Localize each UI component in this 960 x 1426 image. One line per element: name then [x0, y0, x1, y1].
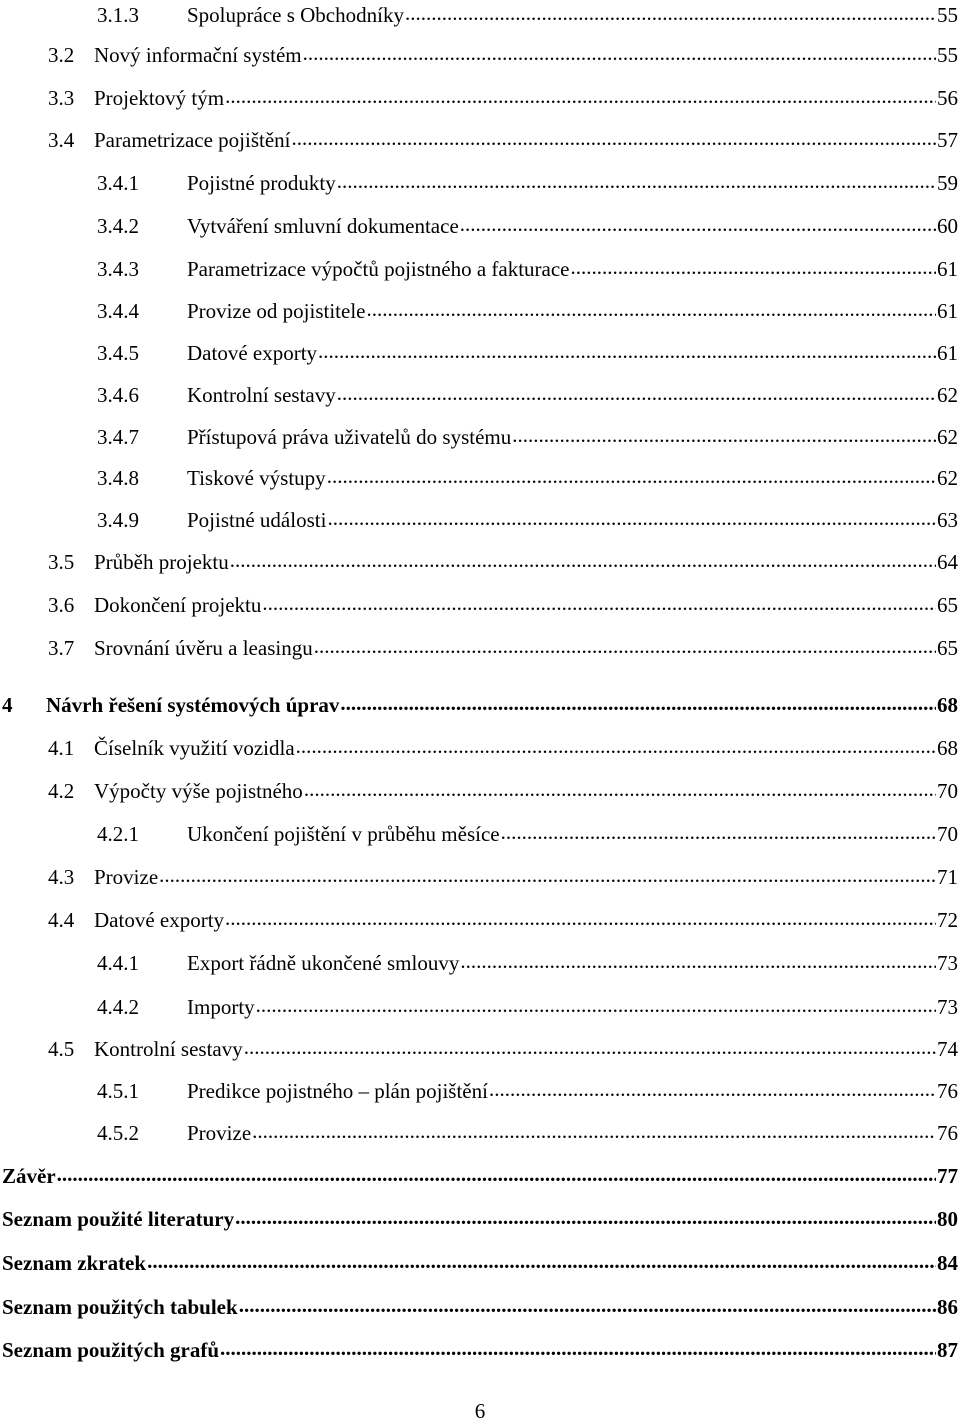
toc-entry-title: Export řádně ukončené smlouvy — [187, 951, 460, 975]
toc-dot-leader — [147, 1246, 936, 1276]
toc-dot-leader — [235, 1202, 936, 1232]
toc-entry[interactable] — [2, 1161, 958, 1191]
toc-entry-title: Seznam použitých tabulek — [2, 1295, 238, 1319]
toc-entry-page: 65 — [937, 636, 958, 660]
toc-entry-page: 55 — [937, 3, 958, 27]
toc-dot-leader — [296, 731, 936, 761]
toc-entry[interactable] — [97, 1076, 958, 1106]
toc-entry-number: 3.2 — [48, 43, 75, 67]
toc-entry-page: 56 — [937, 86, 958, 110]
toc-entry-title: Projektový tým — [94, 86, 225, 110]
toc-entry[interactable] — [2, 1335, 958, 1365]
toc-entry-page: 62 — [937, 383, 958, 407]
toc-entry-title: Závěr — [2, 1164, 56, 1188]
toc-entry[interactable] — [2, 1204, 958, 1234]
toc-entry-page: 76 — [937, 1121, 958, 1145]
toc-entry-number: 4.4.2 — [97, 995, 139, 1019]
toc-entry-number: 3.4.7 — [97, 425, 139, 449]
toc-entry-page: 65 — [937, 593, 958, 617]
toc-dot-leader — [303, 38, 936, 68]
toc-entry-page: 68 — [937, 736, 958, 760]
toc-entry-number: 4.4 — [48, 908, 75, 932]
toc-dot-leader — [220, 1333, 936, 1363]
toc-dot-leader — [239, 1290, 936, 1320]
toc-entry[interactable] — [97, 380, 958, 410]
toc-entry-page: 62 — [937, 425, 958, 449]
toc-entry-page: 80 — [937, 1207, 958, 1231]
toc-dot-leader — [230, 545, 936, 575]
toc-dot-leader — [225, 903, 936, 933]
toc-entry-page: 55 — [937, 43, 958, 67]
toc-entry-title: Kontrolní sestavy — [187, 383, 336, 407]
toc-entry-page: 57 — [937, 128, 958, 152]
toc-entry-number: 4.2.1 — [97, 822, 139, 846]
toc-entry-number: 4.5.2 — [97, 1121, 139, 1145]
toc-entry-title: Vytváření smluvní dokumentace — [187, 214, 459, 238]
toc-entry-title: Seznam použitých grafů — [2, 1338, 219, 1362]
toc-entry-title: Datové exporty — [94, 908, 225, 932]
toc-dot-leader — [159, 860, 936, 890]
toc-entry-title: Přístupová práva uživatelů do systému — [187, 425, 512, 449]
toc-entry[interactable] — [97, 0, 958, 30]
toc-entry[interactable] — [48, 776, 958, 806]
toc-entry[interactable] — [97, 168, 958, 198]
toc-entry-title: Nový informační systém — [94, 43, 302, 67]
toc-entry[interactable] — [97, 296, 958, 326]
toc-dot-leader — [460, 946, 936, 976]
toc-entry[interactable] — [2, 1292, 958, 1322]
toc-entry-page: 87 — [937, 1338, 958, 1362]
toc-entry[interactable] — [97, 254, 958, 284]
toc-entry-number: 3.4.4 — [97, 299, 139, 323]
toc-entry-title: Průběh projektu — [94, 550, 229, 574]
toc-entry[interactable] — [48, 733, 958, 763]
toc-dot-leader — [304, 774, 936, 804]
toc-dot-leader — [366, 294, 936, 324]
toc-entry-number: 3.7 — [48, 636, 75, 660]
toc-dot-leader — [244, 1032, 936, 1062]
toc-entry-number: 3.4.8 — [97, 466, 139, 490]
toc-entry[interactable] — [2, 1248, 958, 1278]
toc-entry-page: 72 — [937, 908, 958, 932]
toc-entry-number: 4 — [2, 693, 13, 717]
toc-entry[interactable] — [48, 862, 958, 892]
toc-entry[interactable] — [97, 819, 958, 849]
toc-entry[interactable] — [48, 633, 958, 663]
toc-entry-title: Spolupráce s Obchodníky — [187, 3, 404, 27]
toc-entry-title: Číselník využití vozidla — [94, 736, 295, 760]
toc-entry-number: 3.3 — [48, 86, 75, 110]
toc-entry-page: 84 — [937, 1251, 958, 1275]
toc-dot-leader — [337, 378, 936, 408]
toc-entry-page: 76 — [937, 1079, 958, 1103]
toc-entry[interactable] — [48, 40, 958, 70]
toc-entry-page: 61 — [937, 257, 958, 281]
toc-entry-number: 4.5.1 — [97, 1079, 139, 1103]
toc-entry-page: 77 — [937, 1164, 958, 1188]
toc-entry[interactable] — [48, 590, 958, 620]
toc-entry-title: Pojistné události — [187, 508, 327, 532]
toc-entry-page: 61 — [937, 299, 958, 323]
toc-entry-title: Srovnání úvěru a leasingu — [94, 636, 313, 660]
toc-dot-leader — [256, 990, 936, 1020]
toc-entry-title: Dokončení projektu — [94, 593, 262, 617]
toc-dot-leader — [225, 81, 936, 111]
toc-entry[interactable] — [48, 905, 958, 935]
toc-entry-title: Datové exporty — [187, 341, 318, 365]
toc-entry-page: 70 — [937, 822, 958, 846]
toc-entry-number: 3.4.9 — [97, 508, 139, 532]
toc-dot-leader — [318, 336, 936, 366]
toc-entry[interactable] — [97, 948, 958, 978]
toc-dot-leader — [337, 166, 936, 196]
toc-entry[interactable] — [48, 1034, 958, 1064]
toc-entry-number: 4.3 — [48, 865, 75, 889]
toc-entry[interactable] — [2, 690, 958, 720]
toc-entry-number: 3.5 — [48, 550, 75, 574]
toc-entry-title: Provize — [187, 1121, 252, 1145]
toc-entry-page: 68 — [937, 693, 958, 717]
toc-dot-leader — [262, 588, 936, 618]
toc-entry-title: Predikce pojistného – plán pojištění — [187, 1079, 488, 1103]
toc-entry[interactable] — [97, 211, 958, 241]
toc-entry[interactable] — [48, 83, 958, 113]
toc-entry-page: 63 — [937, 508, 958, 532]
toc-entry[interactable] — [97, 422, 958, 452]
toc-entry-title: Návrh řešení systémových úprav — [46, 693, 340, 717]
toc-entry-page: 86 — [937, 1295, 958, 1319]
toc-entry-page: 71 — [937, 865, 958, 889]
toc-entry-title: Kontrolní sestavy — [94, 1037, 243, 1061]
toc-entry[interactable] — [97, 505, 958, 535]
toc-entry-title: Seznam použité literatury — [2, 1207, 235, 1231]
toc-dot-leader — [57, 1159, 936, 1189]
toc-entry-number: 4.5 — [48, 1037, 75, 1061]
toc-dot-leader — [571, 252, 937, 282]
toc-entry-title: Parametrizace pojištění — [94, 128, 291, 152]
toc-entry-title: Pojistné produkty — [187, 171, 336, 195]
page-number: 6 — [474, 1399, 486, 1423]
toc-entry-title: Importy — [187, 995, 255, 1019]
toc-entry-number: 3.4.1 — [97, 171, 139, 195]
toc-entry[interactable] — [48, 125, 958, 155]
toc-entry-page: 60 — [937, 214, 958, 238]
toc-entry-title: Seznam zkratek — [2, 1251, 147, 1275]
toc-dot-leader — [292, 123, 937, 153]
toc-entry[interactable] — [97, 463, 958, 493]
toc-entry[interactable] — [97, 338, 958, 368]
toc-dot-leader — [489, 1074, 936, 1104]
toc-entry-number: 4.1 — [48, 736, 75, 760]
toc-dot-leader — [340, 688, 936, 718]
toc-entry-page: 62 — [937, 466, 958, 490]
toc-dot-leader — [501, 817, 936, 847]
toc-entry-page: 73 — [937, 951, 958, 975]
toc-entry-number: 3.4.5 — [97, 341, 139, 365]
toc-dot-leader — [327, 503, 936, 533]
toc-dot-leader — [405, 0, 936, 28]
toc-entry-page: 61 — [937, 341, 958, 365]
toc-dot-leader — [314, 631, 936, 661]
toc-entry-number: 4.2 — [48, 779, 75, 803]
toc-dot-leader — [460, 209, 936, 239]
toc-entry-page: 59 — [937, 171, 958, 195]
toc-entry-number: 3.4.6 — [97, 383, 139, 407]
toc-entry[interactable] — [97, 992, 958, 1022]
toc-entry-title: Výpočty výše pojistného — [94, 779, 303, 803]
toc-entry-title: Parametrizace výpočtů pojistného a fakturace — [187, 257, 570, 281]
toc-dot-leader — [252, 1116, 936, 1146]
toc-entry-number: 3.4.3 — [97, 257, 139, 281]
toc-entry-number: 3.4.2 — [97, 214, 139, 238]
toc-entry[interactable] — [97, 1118, 958, 1148]
toc-dot-leader — [512, 420, 936, 450]
toc-entry-number: 4.4.1 — [97, 951, 139, 975]
toc-entry-page: 73 — [937, 995, 958, 1019]
toc-entry-page: 70 — [937, 779, 958, 803]
toc-entry-number: 3.1.3 — [97, 3, 139, 27]
toc-entry-title: Provize od pojistitele — [187, 299, 366, 323]
toc-entry-number: 3.6 — [48, 593, 75, 617]
toc-dot-leader — [327, 461, 936, 491]
toc-entry-page: 74 — [937, 1037, 958, 1061]
toc-entry-title: Provize — [94, 865, 159, 889]
toc-entry-number: 3.4 — [48, 128, 75, 152]
toc-entry-page: 64 — [937, 550, 958, 574]
toc-entry-title: Ukončení pojištění v průběhu měsíce — [187, 822, 500, 846]
toc-entry[interactable] — [48, 547, 958, 577]
toc-entry-title: Tiskové výstupy — [187, 466, 326, 490]
